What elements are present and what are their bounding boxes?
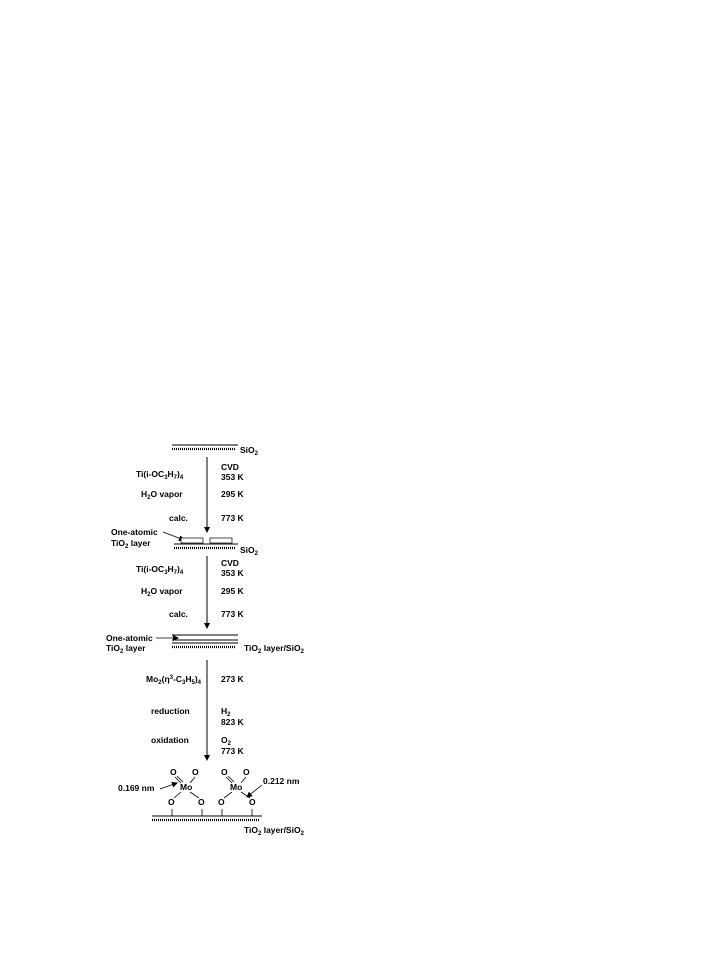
distance-pointer-right [247,785,262,797]
sio2-substrate-1 [172,445,238,449]
reagent-oxidation: oxidation [151,735,189,745]
layer-label-tio2-2: TiO$_2$ layer [111,538,151,550]
oxygen-atom: O [198,797,205,807]
cond-773k-2: 773 K [221,609,244,619]
tio2-partial-layer [181,538,232,543]
cond-h2: $H_2$ [221,706,231,718]
oxygen-atom: O [192,767,199,777]
mo-atom-right: Mo [230,782,243,792]
surface-anchors [172,809,252,816]
cond-353k-2: 353 K [221,568,244,578]
oxygen-atom: O [170,767,177,777]
oxygen-atom: O [168,797,175,807]
oxygen-atom: O [221,767,228,777]
cond-cvd-2: CVD [221,558,239,568]
reagent-calc-1: calc. [169,513,188,523]
reagent-reduction: reduction [151,706,190,716]
substrate-label-3: TiO$_2$ layer/SiO$_2$ [244,643,304,655]
cond-273k: 273 K [221,674,244,684]
reagent-mo-allyl: $Mo_2(\eta^3-C_3H_5)_4$ [146,674,201,686]
cond-773k-3: 773 K [221,746,244,756]
cond-353k-1: 353 K [221,472,244,482]
sio2-substrate-2 [174,544,238,548]
reagent-ti-precursor-1: $Ti(i-OC_3H_7)_4$ [136,469,184,481]
distance-label-right: 0.212 nm [263,776,300,786]
cond-295k-2: 295 K [221,586,244,596]
layer-label-one-atomic-3: One-atomic [106,633,153,643]
reagent-water-vapor-2: $H_2O$ vapor [141,586,183,598]
distance-label-left: 0.169 nm [118,783,155,793]
tio2-full-layer [172,635,238,647]
cond-823k: 823 K [221,717,244,727]
mo-species-left [168,767,205,807]
mo-atom-left: Mo [180,782,193,792]
cond-cvd-1: CVD [221,462,239,472]
tio2-sio2-support-final [152,816,262,820]
layer-label-tio2-3: TiO$_2$ layer [106,643,146,655]
cond-773k-1: 773 K [221,513,244,523]
oxygen-atom: O [249,797,256,807]
cond-295k-1: 295 K [221,489,244,499]
distance-pointer-left [160,783,177,789]
oxygen-atom: O [243,767,250,777]
mo-species-right [218,767,256,807]
substrate-label-1: SiO$_2$ [240,445,258,457]
cond-o2: $O_2$ [221,735,231,747]
reagent-ti-precursor-2: $Ti(i-OC_3H_7)_4$ [136,564,184,576]
reagent-water-vapor-1: $H_2O$ vapor [141,489,183,501]
substrate-label-2: SiO$_2$ [240,545,258,557]
oxygen-atom: O [218,797,225,807]
substrate-label-final: TiO$_2$ layer/SiO$_2$ [244,825,304,837]
layer-label-one-atomic-2: One-atomic [111,527,158,537]
reagent-calc-2: calc. [169,609,188,619]
